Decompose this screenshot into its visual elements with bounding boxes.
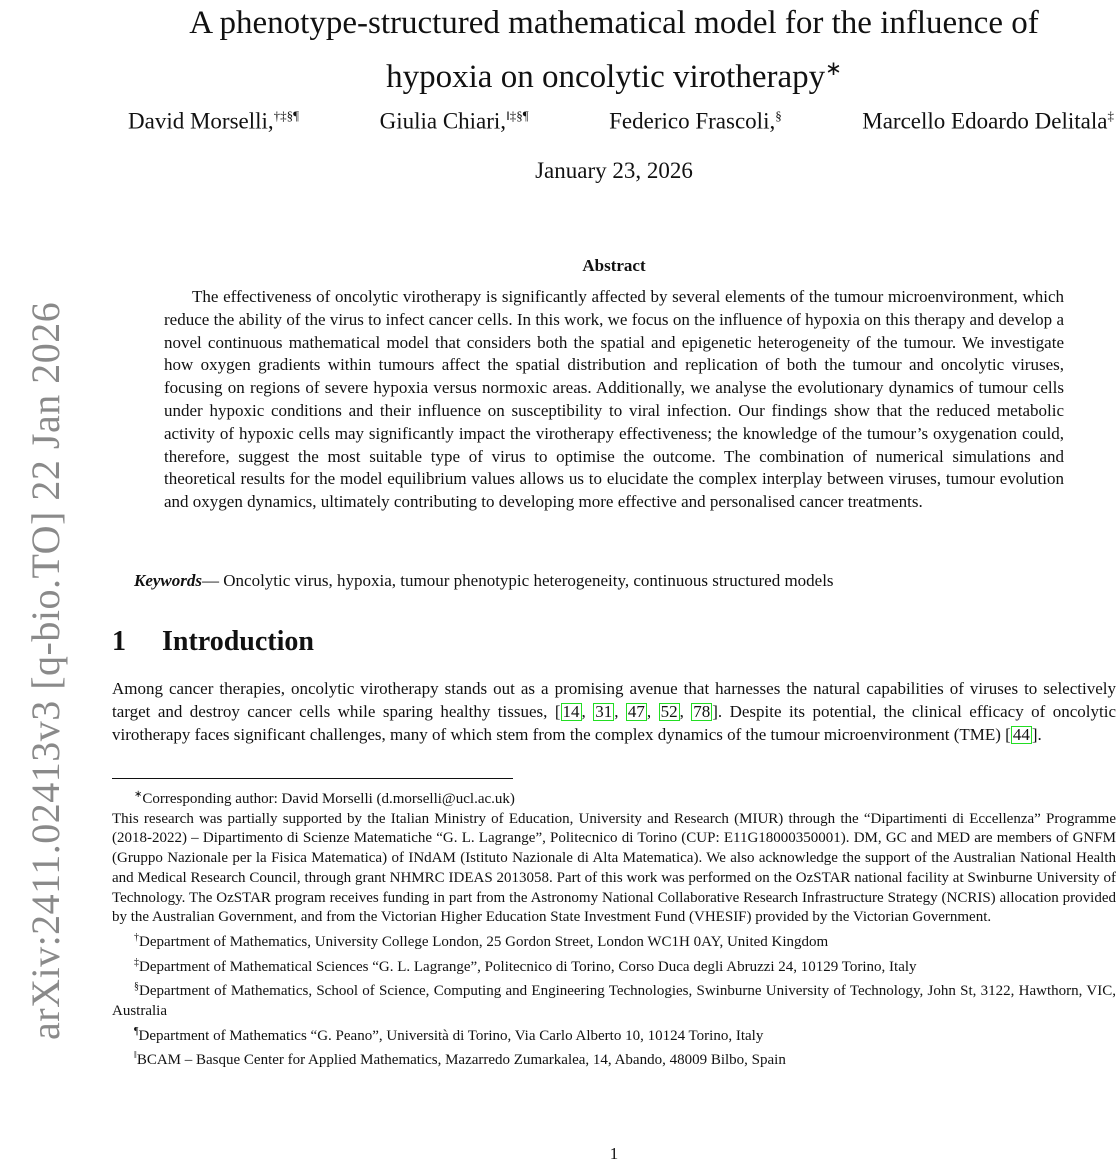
citation-link[interactable]: 14 (562, 701, 580, 721)
footnote-funding: This research was partially supported by the Italian Ministry of Education, University and Research (MIUR) through the “Dipartimenti di Eccellenza” Programme (2018-2022) – Dipartimento di Scienze Matematiche “G. L. Lagrange”, Politecnico di Torino (CUP: E11G18000350001). DM, GC and MED are members of GNFM (Gruppo Nazionale per la Fisica Matematica) of INdAM (Istituto Nazionale di Alta Matematica). We also acknowledge the support of the Australian National Health and Medical Research Council, through grant NHMRC IDEAS 2013058. Part of this work was performed on the OzSTAR national facility at Swinburne University of Technology. The OzSTAR program receives funding in part from the Astronomy National Collaborative Research Infrastructure Strategy (NCRIS) allocation provided by the Australian Government, and from the Victorian Higher Education State Investment Fund (VHESIF) provided by the Victorian Government. (112, 810, 1116, 926)
title-footnote-mark: ∗ (825, 58, 842, 80)
paper-title (112, 0, 1116, 100)
footnote-affiliation: †Department of Mathematics, University College London, 25 Gordon Street, London WC1H 0AY, United Kingdom (134, 931, 829, 950)
paper-date: January 23, 2026 (535, 158, 693, 183)
page-number: 1 (609, 1144, 619, 1163)
keywords: Keywords— Oncolytic virus, hypoxia, tumour phenotypic heterogeneity, continuous structured models (134, 571, 834, 590)
author-1: David Morselli,†‡§¶ (128, 108, 300, 134)
citation-link[interactable]: 31 (595, 701, 613, 721)
keywords-label: Keywords (134, 571, 202, 590)
author-list (112, 108, 1116, 135)
footnote-rule (112, 778, 513, 779)
footnote-affiliation: ‖BCAM – Basque Center for Applied Mathematics, Mazarredo Zumarkalea, 14, Abando, 48009 Bilbo, Spain (134, 1050, 786, 1069)
footnote-affiliation: ‡Department of Mathematical Sciences “G. L. Lagrange”, Politecnico di Torino, Corso Duca degli Abruzzi 24, 10129 Torino, Italy (134, 956, 917, 975)
author-2: Giulia Chiari,‖‡§¶ (379, 108, 529, 134)
abstract-heading: Abstract (582, 256, 646, 275)
footnotes (112, 785, 1116, 1071)
keywords-text: Oncolytic virus, hypoxia, tumour phenotypic heterogeneity, continuous structured models (223, 571, 834, 590)
citation-link[interactable]: 52 (660, 701, 678, 721)
footnote-affiliation: ¶Department of Mathematics “G. Peano”, Università di Torino, Via Carlo Alberto 10, 10124 Torino, Italy (134, 1025, 764, 1044)
title-line-1: A phenotype-structured mathematical model for the influence of (189, 5, 1039, 41)
author-3: Federico Frascoli,§ (609, 108, 782, 134)
section-heading-introduction (112, 626, 314, 658)
arxiv-sidebar (0, 0, 68, 1161)
introduction-paragraph: Among cancer therapies, oncolytic virotherapy stands out as a promising avenue that harnesses the natural capabilities of viruses to selectively target and destroy cancer cells while sparing healthy tissues, [ 14 , 31 , 47 , 52 , 78 ]. Despite its potential, the clinical efficacy of oncolytic virotherapy faces significant challenges, many of which stem from the complex dynamics of the tumour microenvironment (TME) [ 44 ]. (112, 679, 1116, 744)
title-line-2: hypoxia on oncolytic virotherapy (386, 59, 826, 95)
arxiv-identifier: arXiv:2411.02413v3 [q-bio.TO] 22 Jan 2026 (23, 301, 68, 1040)
citation-link[interactable]: 78 (693, 701, 711, 721)
footnote-affiliation: §Department of Mathematics, School of Science, Computing and Engineering Technologies, Swinburne University of Technology, John St, 3122, Hawthorn, VIC, Australia (112, 981, 1116, 1020)
footnote-corresponding: ∗Corresponding author: David Morselli (d.morselli@ucl.ac.uk) (134, 789, 515, 807)
citation-link[interactable]: 47 (627, 701, 645, 721)
author-4: Marcello Edoardo Delitala‡ (862, 108, 1114, 134)
section-title: Introduction (162, 626, 314, 657)
citation-link[interactable]: 44 (1012, 724, 1030, 744)
section-number: 1 (112, 626, 126, 657)
abstract-text: The effectiveness of oncolytic virotherapy is significantly affected by several elements of the tumour microenvironment, which reduce the ability of the virus to infect cancer cells. In this work, we focus on the influence of hypoxia on this therapy and develop a novel continuous mathematical model that considers both the spatial and epigenetic heterogeneity of the tumour. We investigate how oxygen gradients within tumours affect the spatial distribution and replication of both the tumour and oncolytic viruses, focusing on regions of severe hypoxia versus normoxic areas. Additionally, we analyse the evolutionary dynamics of tumour cells under hypoxic conditions and their influence on susceptibility to viral infection. Our findings show that the reduced metabolic activity of hypoxic cells may significantly impact the virotherapy effectiveness; the knowledge of the tumour’s oxygenation could, therefore, suggest the most suitable type of virus to optimise the outcome. The combination of numerical simulations and theoretical results for the model equilibrium values allows us to elucidate the complex interplay between viruses, tumour evolution and oxygen dynamics, ultimately contributing to developing more effective and personalised cancer treatments. (164, 287, 1064, 512)
